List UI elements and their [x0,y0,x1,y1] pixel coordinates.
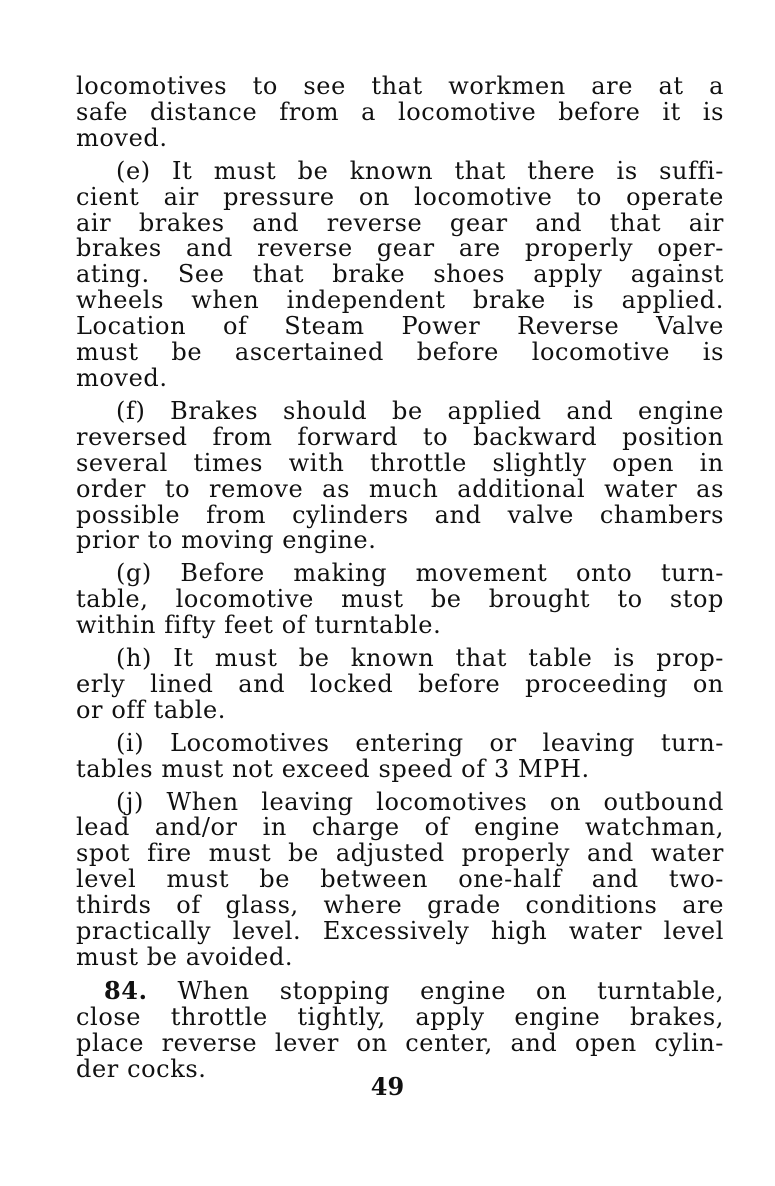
text-line: spot fire must be adjusted properly and water [76,839,724,868]
paragraph-j [76,787,724,971]
text-line: order to remove as much additional water as [76,474,724,503]
text-line: Location of Steam Power Reverse Valve [76,312,724,341]
text-line: (f) Brakes should be applied and engine [116,396,724,425]
text-line: thirds of glass, where grade conditions are [76,891,724,920]
text-line: (g) Before making movement onto turn- [116,559,724,588]
page-body [76,74,724,1114]
text-line: must be avoided. [76,943,294,971]
text-line [76,975,724,1005]
paragraph-g [76,561,724,639]
paragraph-i [76,728,724,783]
rule-number: 84. [104,975,148,1005]
text-line-rest: When stopping engine on turntable, [147,976,724,1005]
text-line: cient air pressure on locomotive to operate [76,182,724,211]
text-line: air brakes and reverse gear and that air [76,208,724,237]
text-line: or off table. [76,695,227,724]
text-line: close throttle tightly, apply engine brakes, [76,1002,724,1031]
text-line: (e) It must be known that there is suffi- [116,156,724,185]
text-line: (h) It must be known that table is prop- [116,644,724,673]
text-line: safe distance from a locomotive before it is [76,97,724,126]
text-line: lead and/or in charge of engine watchman, [76,813,724,842]
paragraph-f [76,396,724,555]
text-line: reversed from forward to backward position [76,422,724,451]
text-line: ating. See that brake shoes apply against [76,260,724,289]
text-line: within fifty feet of turntable. [76,611,442,640]
text-line: locomotives to see that workmen are at a [76,72,724,100]
text-line: (j) When leaving locomotives on outbound [116,787,724,816]
text-line: wheels when independent brake is applied. [76,286,724,315]
text-line: prior to moving engine. [76,526,377,555]
text-line: moved. [76,123,168,152]
text-line: possible from cylinders and valve chambers [76,500,724,529]
paragraph-continuation [76,74,724,152]
text-line: brakes and reverse gear are properly oper- [76,234,724,263]
text-line: erly lined and locked before proceeding on [76,669,724,698]
text-line: der cocks. [76,1054,207,1083]
text-line: place reverse lever on center, and open cylin- [76,1028,724,1057]
text-line: moved. [76,363,168,392]
text-line: tables must not exceed speed of 3 MPH. [76,754,590,783]
paragraph-84 [76,975,724,1083]
paragraph-e [76,156,724,392]
text-line: practically level. Excessively high water level [76,917,724,946]
text-line: several times with throttle slightly open in [76,448,724,477]
paragraph-h [76,646,724,724]
text-line: (i) Locomotives entering or leaving turn- [116,728,724,757]
text-line: table, locomotive must be brought to stop [76,585,724,614]
page-number: 49 [370,1072,405,1101]
text-line: must be ascertained before locomotive is [76,338,724,367]
text-line: level must be between one-half and two- [76,865,724,894]
